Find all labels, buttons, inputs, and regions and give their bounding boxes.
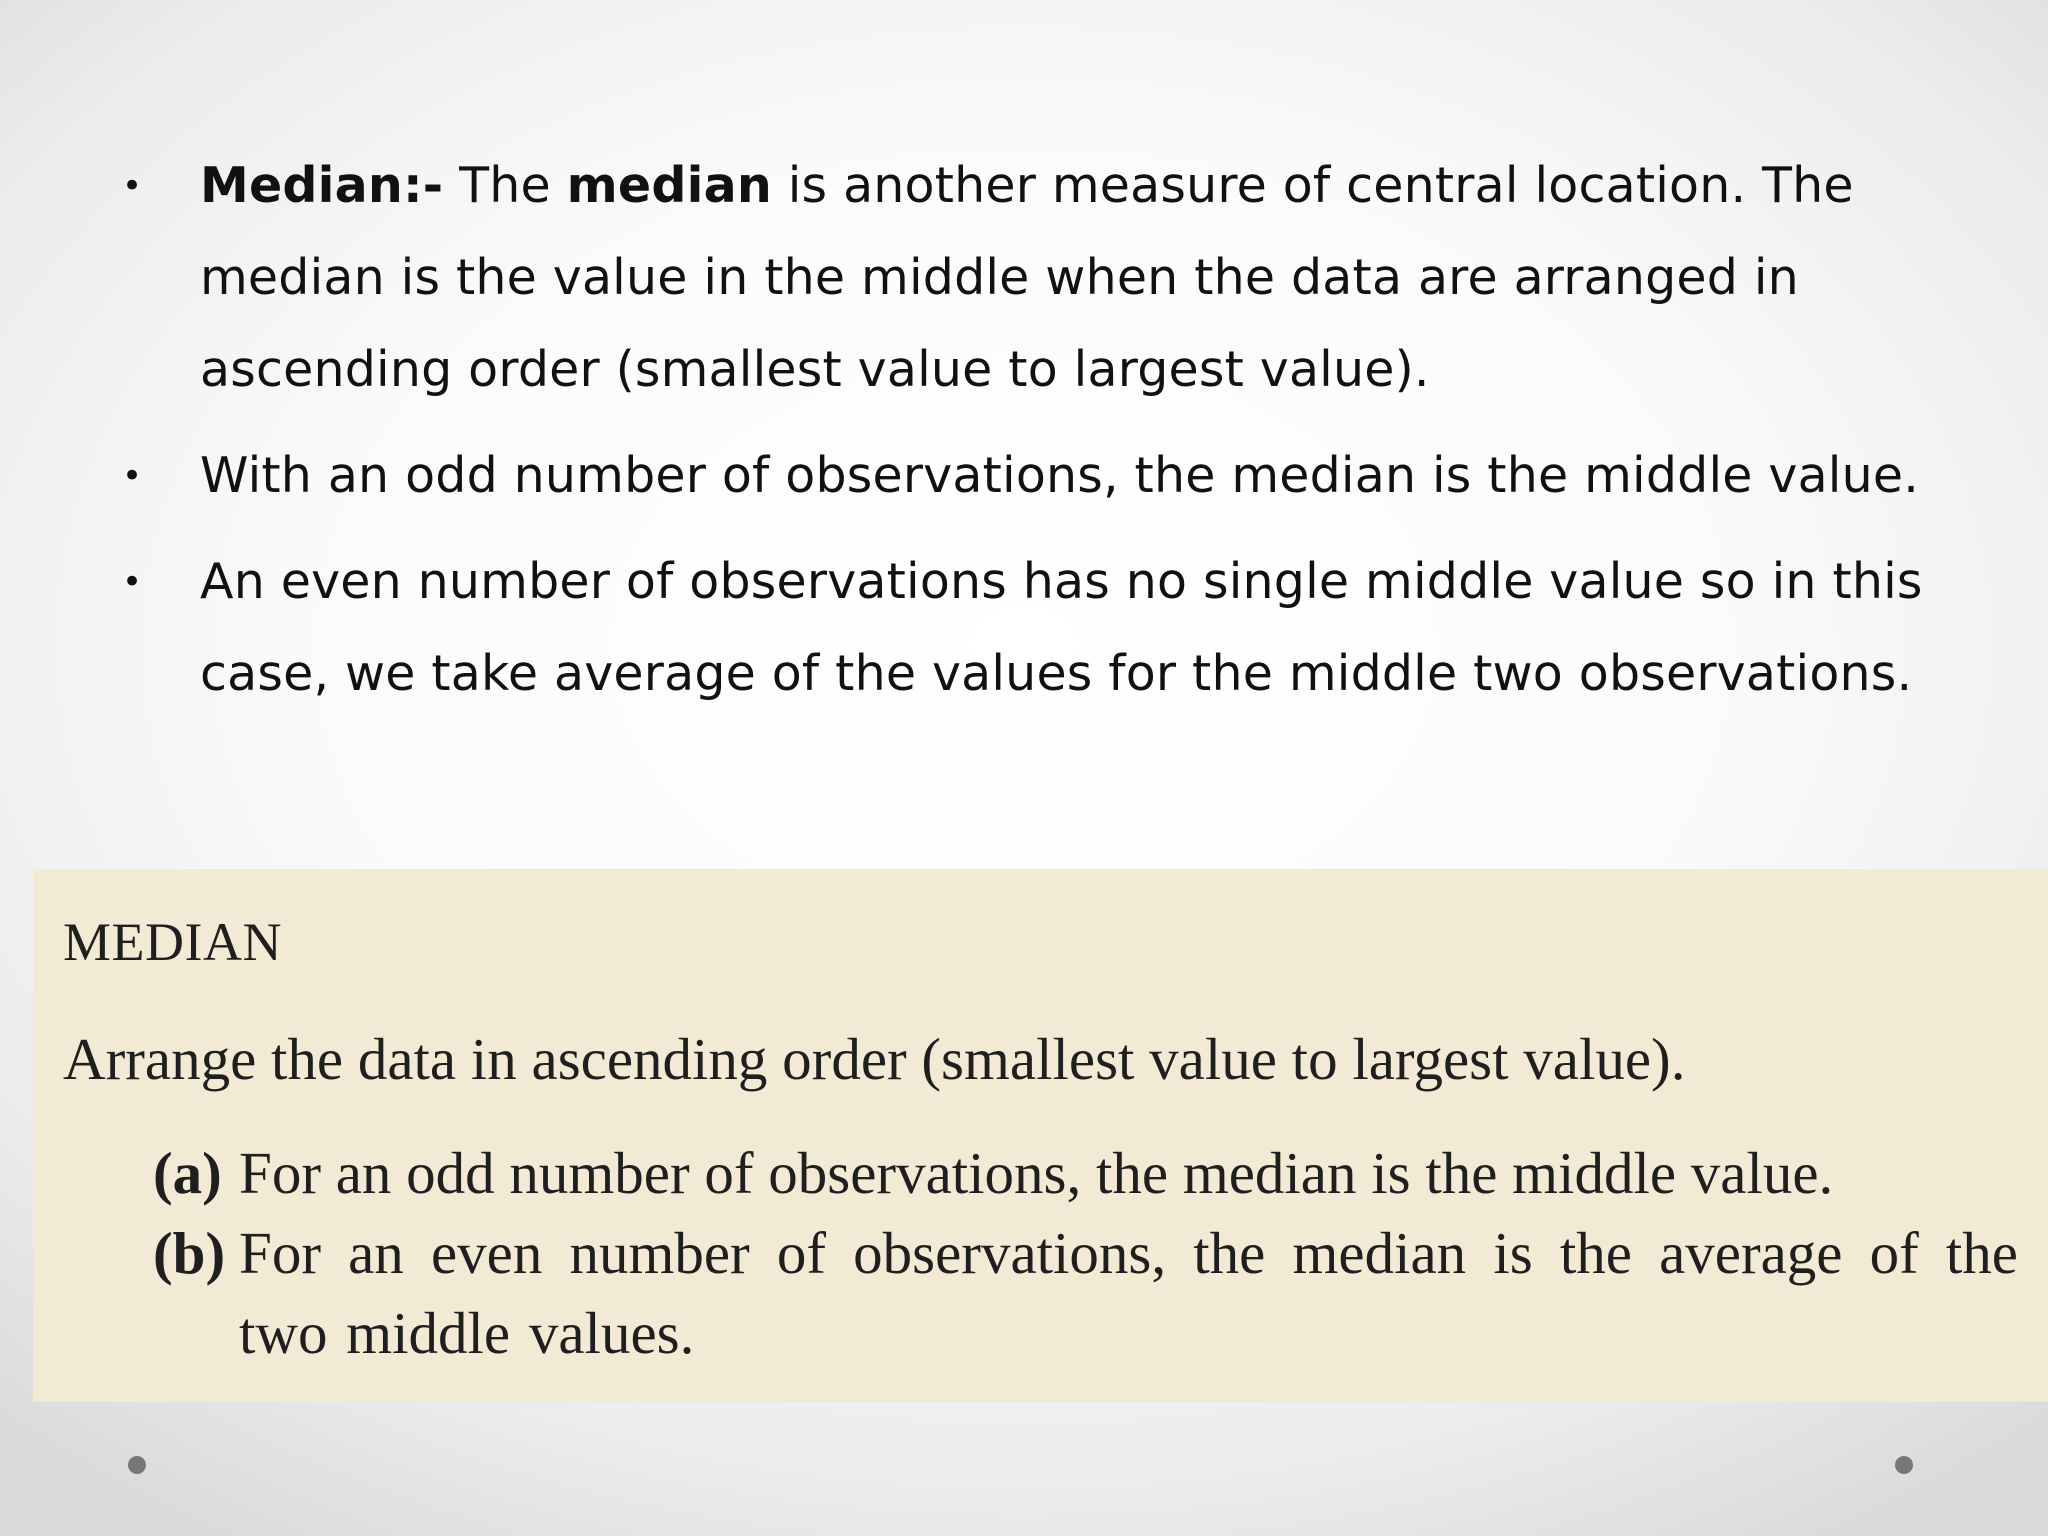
even-observations-text: An even number of observations has no single middle value so in this case, we take average of the values for the middle two observations. xyxy=(200,553,1923,702)
bullet-odd-observations xyxy=(120,430,1980,522)
bullet-list xyxy=(120,140,1980,734)
bullet-median-definition xyxy=(120,140,1980,416)
item-a-text: For an odd number of observations, the median is the middle value. xyxy=(239,1140,1834,1206)
median-text-before: The xyxy=(443,157,567,214)
odd-observations-text: With an odd number of observations, the median is the middle value. xyxy=(200,447,1919,504)
bullet-even-observations xyxy=(120,536,1980,720)
textbook-item-a xyxy=(153,1133,2018,1213)
median-text-after: is another measure of central location. The median is the value in the middle when the data are arranged in ascending order (smallest value to largest value). xyxy=(200,157,1854,398)
slide-decor-dot-right xyxy=(1895,1456,1913,1474)
textbook-item-b xyxy=(153,1213,2018,1373)
slide-decor-dot-left xyxy=(128,1456,146,1474)
bullet-icon: • xyxy=(122,166,143,206)
median-bold-word: median xyxy=(566,157,772,214)
item-a-label: (a) xyxy=(153,1140,222,1206)
median-term: Median:- xyxy=(200,157,444,214)
textbook-intro: Arrange the data in ascending order (smallest value to largest value). xyxy=(63,1026,1686,1092)
bullet-icon: • xyxy=(122,562,143,602)
textbook-heading: MEDIAN xyxy=(63,912,282,972)
textbook-excerpt-box xyxy=(33,869,2048,1402)
item-b-text: For an even number of observations, the median is the average of the two middle values. xyxy=(239,1220,2018,1366)
item-b-label: (b) xyxy=(153,1220,226,1286)
bullet-icon: • xyxy=(122,456,143,496)
